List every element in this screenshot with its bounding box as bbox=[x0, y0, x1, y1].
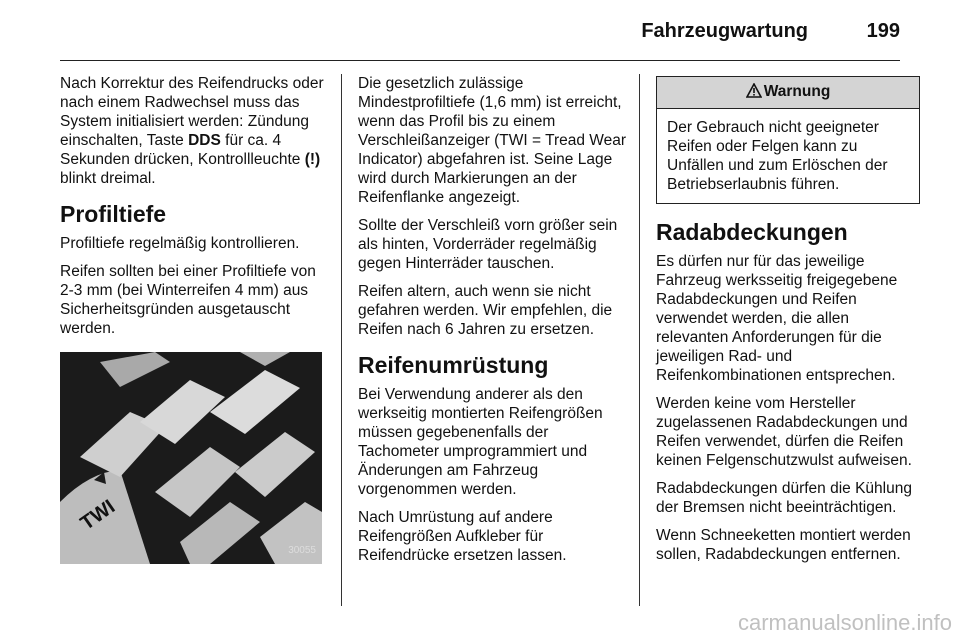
header-title: Fahrzeugwartung bbox=[641, 20, 808, 42]
heading-profiltiefe: Profiltiefe bbox=[60, 201, 167, 227]
column-right bbox=[656, 74, 920, 573]
page-number: 199 bbox=[866, 20, 900, 42]
figure-code: 30055 bbox=[288, 545, 316, 556]
column-middle bbox=[358, 74, 628, 574]
warning-header bbox=[657, 77, 919, 109]
column-divider-2 bbox=[639, 74, 640, 606]
watermark: carmanualsonline.info bbox=[737, 610, 952, 635]
dds-key-label: DDS bbox=[188, 132, 221, 149]
column-left bbox=[60, 74, 332, 564]
column-divider-1 bbox=[341, 74, 342, 606]
header-rule bbox=[60, 60, 900, 61]
warning-triangle-icon bbox=[746, 83, 762, 103]
paragraph-pressure-labels: Nach Umrüstung auf andere Reifengrößen Aufkleber für Reifendrücke ersetzen lassen. bbox=[358, 509, 567, 564]
paragraph-brake-cooling: Radabdeckungen dürfen die Kühlung der Bremsen nicht beeinträchtigen. bbox=[656, 480, 912, 516]
paragraph-check-tread: Profiltiefe regelmäßig kontrollieren. bbox=[60, 235, 300, 252]
paragraph-tire-sizes: Bei Verwendung anderer als den werkseitig montierten Reifengrößen müssen gegebenenfalls der Tachometer umprogrammiert und Änderungen am Fahrzeug vorgenommen werden. bbox=[358, 386, 603, 498]
warning-box bbox=[656, 76, 920, 204]
tire-tread-figure bbox=[60, 352, 322, 564]
tpms-warning-icon: (!) bbox=[304, 151, 321, 168]
paragraph-approved-covers: Es dürfen nur für das jeweilige Fahrzeug werksseitig freigegebene Radabdeckungen und Reifen verwendet werden, die allen relevanten Anforderungen für die jeweiligen Rad- und Reifenkombinationen entsprechen. bbox=[656, 253, 898, 384]
paragraph-no-rim-protector: Werden keine vom Hersteller zugelassenen Radabdeckungen und Reifen verwendet, dürfen die Reifen keinen Felgenschutzwulst aufweisen. bbox=[656, 395, 912, 469]
page-header bbox=[60, 14, 900, 58]
warning-text: Der Gebrauch nicht geeigneter Reifen oder Felgen kann zu Unfällen und zum Erlöschen der Betriebserlaubnis führen. bbox=[667, 119, 888, 193]
paragraph-snow-chains: Wenn Schneeketten montiert werden sollen, Radabdeckungen entfernen. bbox=[656, 527, 911, 563]
paragraph-swap-wheels: Sollte der Verschleiß vorn größer sein als hinten, Vorderräder regelmäßig gegen Hinterräder tauschen. bbox=[358, 217, 618, 272]
paragraph-min-tread: Die gesetzlich zulässige Mindestprofiltiefe (1,6 mm) ist erreicht, wenn das Profil bis zu einem Verschleißanzeiger (TWI = Tread Wear Indicator) abgefahren ist. Seine Lage wird durch Markierungen an der Reifenflanke angezeigt. bbox=[358, 75, 627, 206]
twi-label: TWI bbox=[76, 495, 120, 535]
paragraph-init: Nach Korrektur des Reifendrucks oder nach einem Radwechsel muss das System initialisiert werden: Zündung einschalten, Taste DDS für ca. 4 Sekunden drücken, Kontrollleuchte (!) blinkt dreimal. bbox=[60, 75, 324, 187]
warning-title: Warnung bbox=[763, 83, 831, 100]
paragraph-tire-aging: Reifen altern, auch wenn sie nicht gefahren werden. Wir empfehlen, die Reifen nach 6 Jahren zu ersetzen. bbox=[358, 283, 613, 338]
tire-tread-illustration bbox=[60, 352, 322, 564]
heading-radabdeckungen: Radabdeckungen bbox=[656, 219, 848, 245]
heading-reifenumruestung: Reifenumrüstung bbox=[358, 352, 549, 378]
paragraph-replace-tires: Reifen sollten bei einer Profiltiefe von 2-3 mm (bei Winterreifen 4 mm) aus Sicherheitsgründen ausgetauscht werden. bbox=[60, 263, 316, 337]
